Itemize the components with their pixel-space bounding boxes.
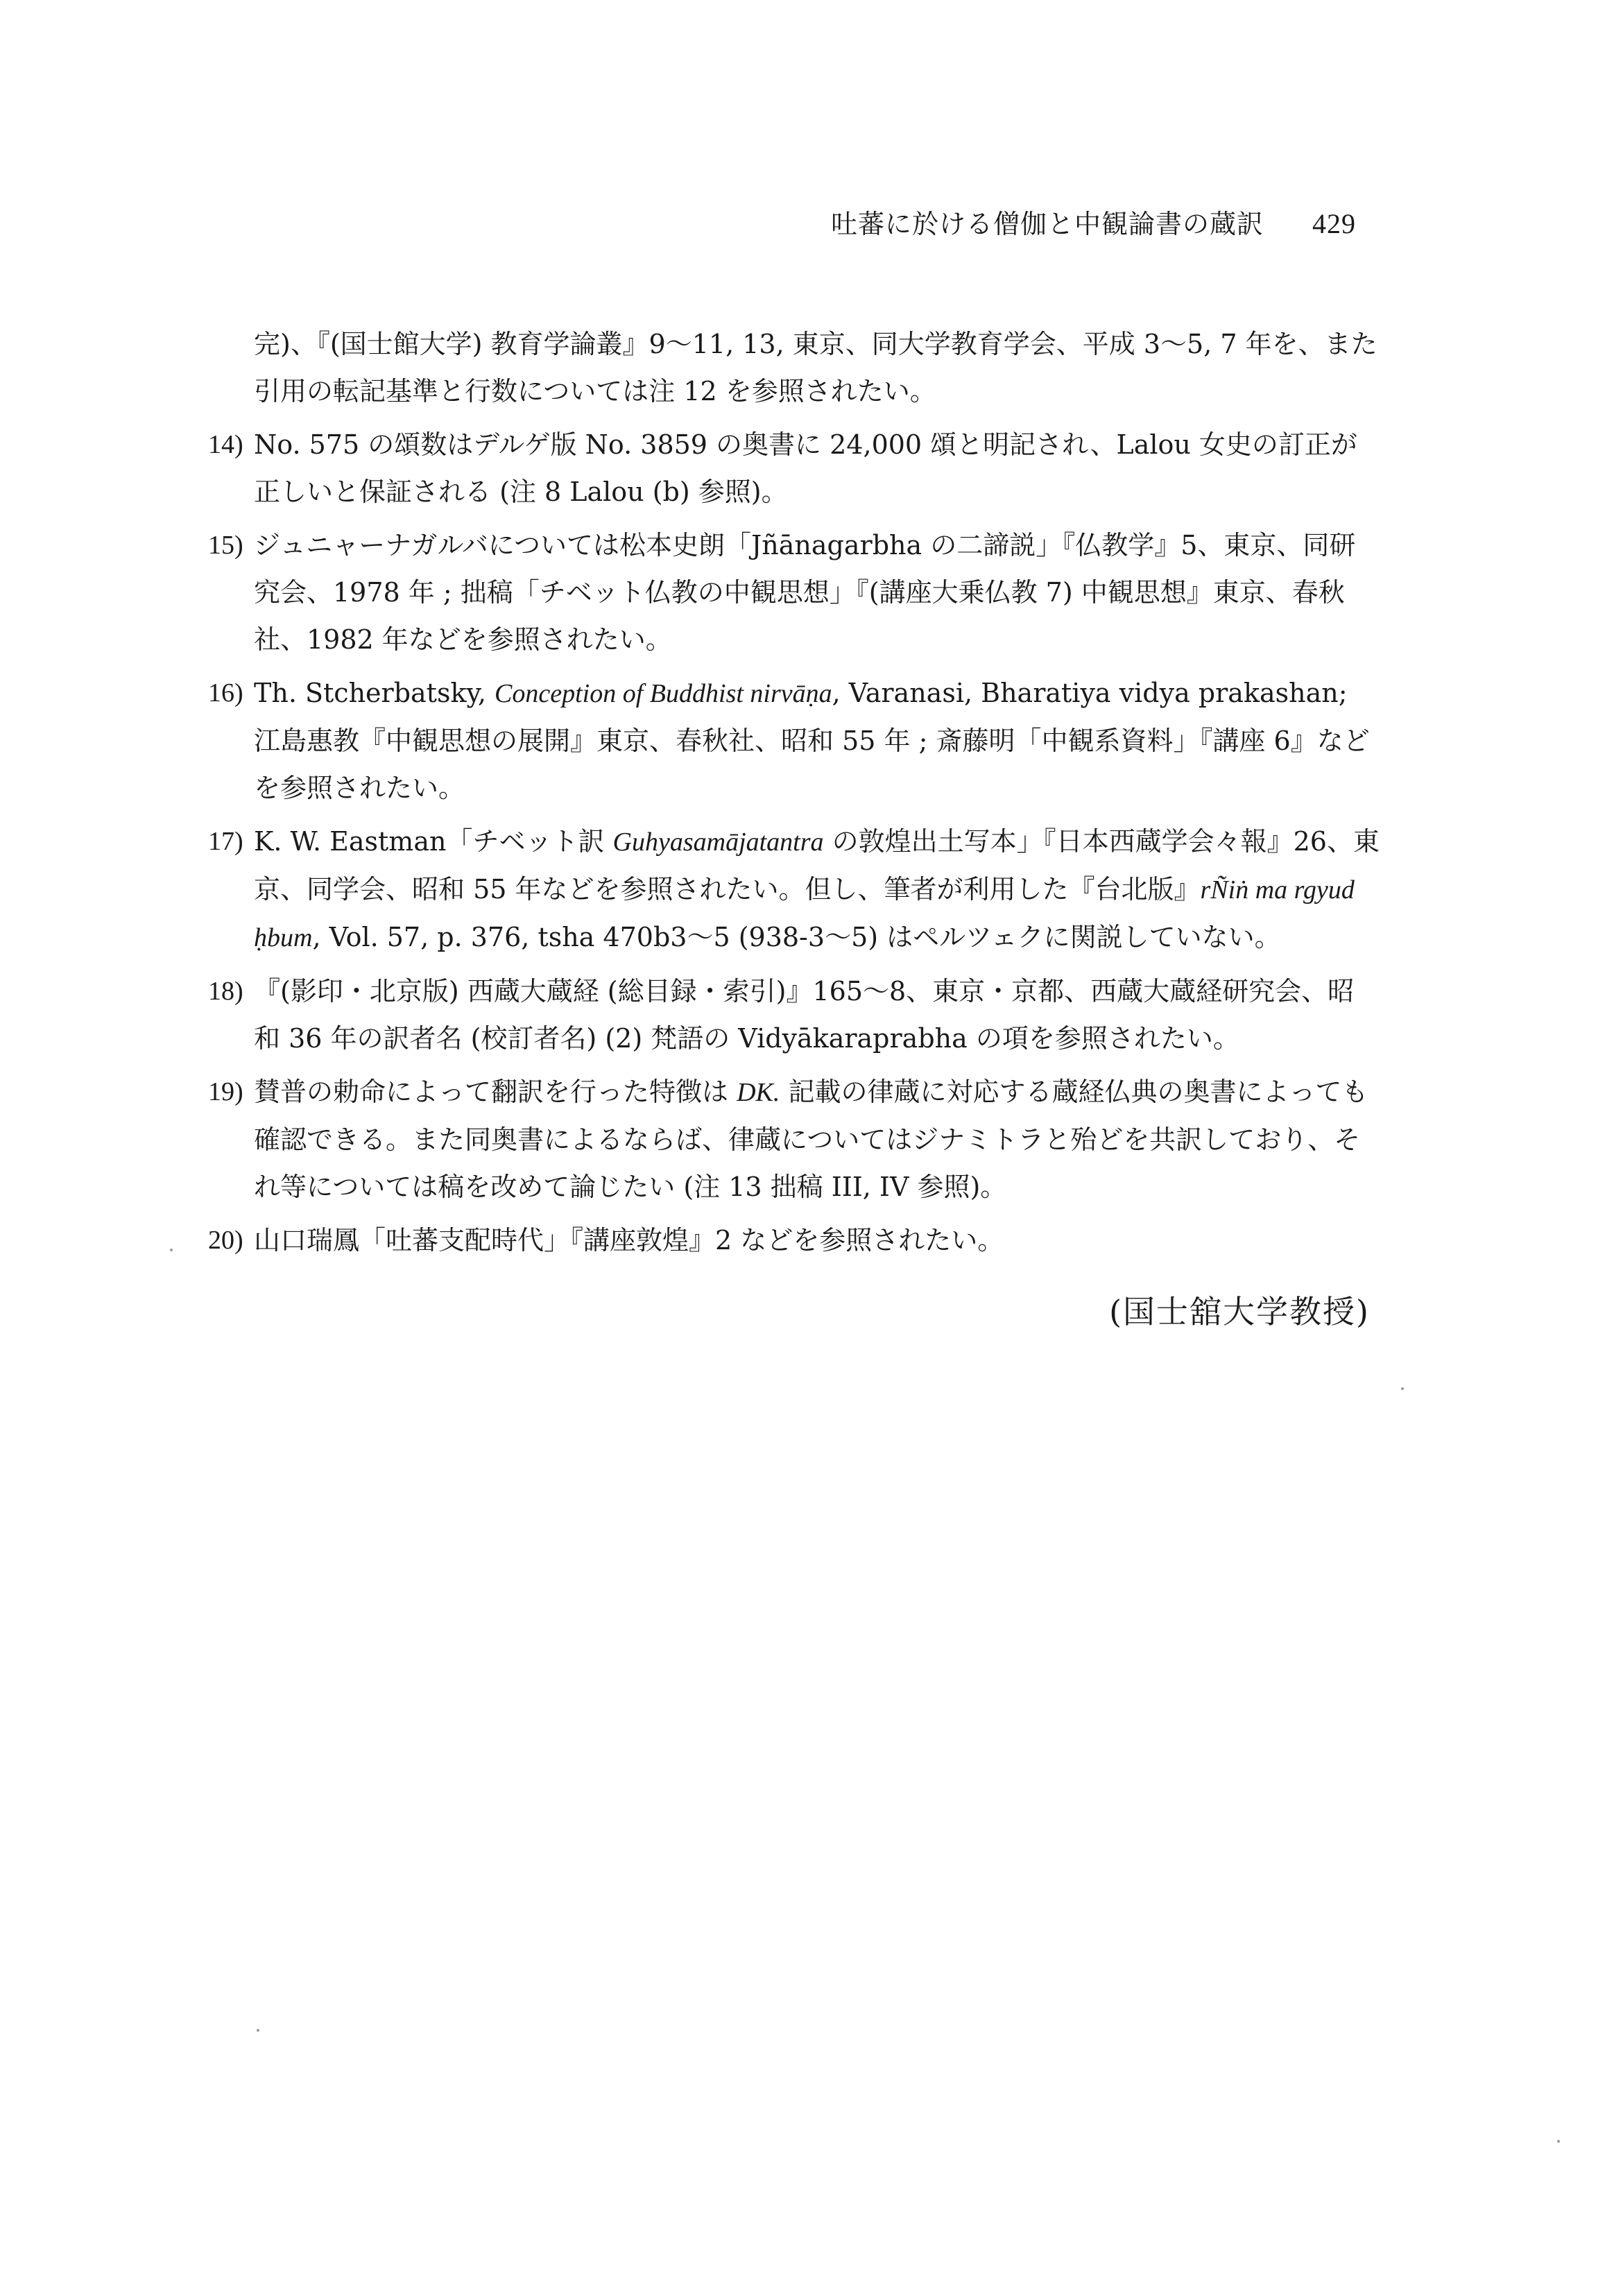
note-text-part: , Varanasi, Bharatiya vidya prakashan; 江島惠教『中観思想の展開』東京、春秋社、昭和 55 年 ; 斎藤明「中観系資料」『講座 6』などを参照されたい。 bbox=[254, 678, 1370, 803]
note-number: 14) bbox=[208, 430, 243, 459]
author-affiliation: (国士舘大学教授) bbox=[1109, 1293, 1370, 1330]
note-text bbox=[254, 818, 1380, 961]
note-text-part: K. W. Eastman「チベット訳 bbox=[254, 826, 613, 857]
note-number: 20) bbox=[208, 1226, 243, 1255]
scan-speck bbox=[1557, 2140, 1560, 2143]
scan-speck bbox=[170, 1249, 173, 1251]
book-title-italic: Conception of Buddhist nirvāṇa bbox=[495, 679, 832, 708]
note-19 bbox=[208, 1068, 1380, 1210]
text-title-italic: rÑiṅ ma rgyud ḥbum bbox=[254, 875, 1355, 952]
running-head bbox=[831, 203, 1356, 241]
note-text: 山口瑞鳳「吐蕃支配時代」『講座敦煌』2 などを参照されたい。 bbox=[254, 1225, 1004, 1256]
note-20 bbox=[208, 1217, 1380, 1264]
note-text-part: Th. Stcherbatsky, bbox=[254, 678, 495, 708]
note-number: 19) bbox=[208, 1077, 243, 1106]
note-number: 18) bbox=[208, 977, 243, 1006]
note-18 bbox=[208, 968, 1380, 1062]
running-title: 吐蕃に於ける僧伽と中観論書の蔵訳 bbox=[830, 209, 1264, 239]
abbreviation-italic: DK. bbox=[737, 1078, 780, 1107]
note-text-part: 賛普の勅命によって翻訳を行った特徴は bbox=[254, 1077, 737, 1107]
note-text bbox=[254, 669, 1380, 812]
note-text-part: の敦煌出土写本」『日本西蔵学会々報』26、東京、同学会、昭和 55 年などを参照されたい。但し、筆者が利用した『台北版』 bbox=[254, 826, 1380, 905]
note-17 bbox=[208, 818, 1380, 961]
note-text: 『(影印・北京版) 西蔵大蔵経 (総目録・索引)』165〜8、東京・京都、西蔵大蔵経研究会、昭和 36 年の訳者名 (校訂者名) (2) 梵語の Vidyākaraprabha の項を参照されたい。 bbox=[254, 976, 1355, 1054]
note-number: 17) bbox=[208, 827, 243, 856]
scan-speck bbox=[1401, 1387, 1404, 1390]
note-text-part: 記載の律蔵に対応する蔵経仏典の奥書によっても確認できる。また同奥書によるならば、律蔵についてはジナミトラと殆どを共訳しており、それ等については稿を改めて論じたい (注 13 拙稿 III, IV 参照)。 bbox=[254, 1077, 1368, 1202]
note-text-part: , Vol. 57, p. 376, tsha 470b3〜5 (938-3〜5) はペルツェクに関説していない。 bbox=[312, 922, 1281, 952]
note-13-continuation: 完)、『(国士館大学) 教育学論叢』9〜11, 13, 東京、同大学教育学会、平成 3〜5, 7 年を、また引用の転記基準と行数については注 12 を参照されたい。 bbox=[254, 329, 1377, 406]
note-14 bbox=[208, 421, 1380, 515]
endnotes bbox=[208, 320, 1380, 1264]
note-text: ジュニャーナガルバについては松本史朗「Jñānagarbha の二諦説」『仏教学』5、東京、同研究会、1978 年 ; 拙稿「チベット仏教の中観思想」『(講座大乗仏教 7) 中観思想』東京、春秋社、1982 年などを参照されたい。 bbox=[254, 530, 1356, 655]
note-15 bbox=[208, 522, 1380, 663]
note-text: No. 575 の頌数はデルゲ版 No. 3859 の奥書に 24,000 頌と明記され、Lalou 女史の訂正が正しいと保証される (注 8 Lalou (b) 参照)。 bbox=[254, 429, 1357, 507]
page-number: 429 bbox=[1312, 208, 1356, 239]
note-text bbox=[254, 1068, 1380, 1210]
note-number: 15) bbox=[208, 531, 243, 560]
note-16 bbox=[208, 669, 1380, 812]
note-number: 16) bbox=[208, 678, 243, 708]
scan-speck bbox=[257, 2029, 259, 2032]
text-title-italic: Guhyasamājatantra bbox=[612, 828, 824, 857]
